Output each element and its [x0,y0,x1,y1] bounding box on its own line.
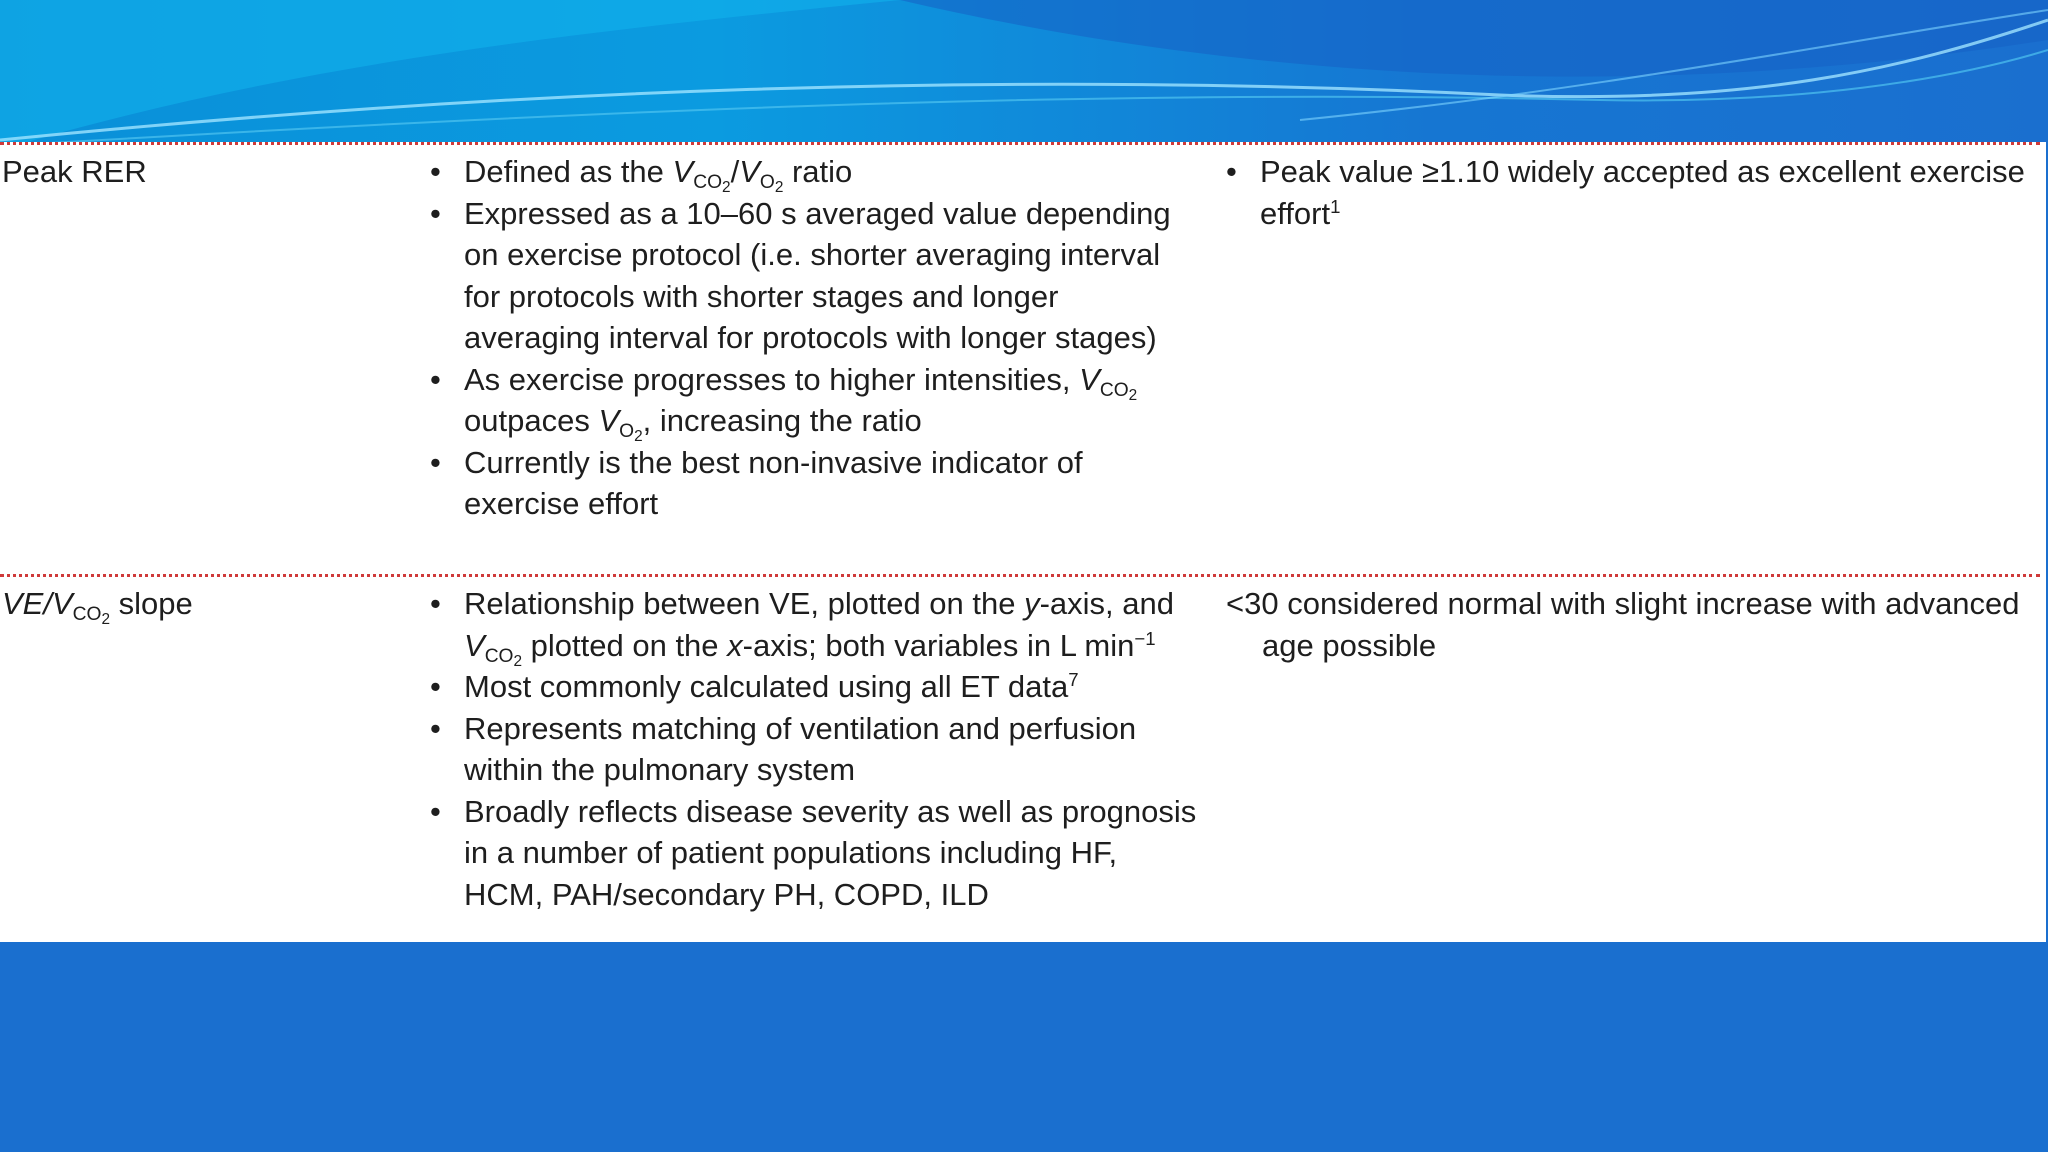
wave-graphic [0,0,2048,150]
parameter-ve-vco2-slope: $VE/V_{CO_2}$ slope [2,586,193,628]
reference-cell-ve-vco2 [1226,583,2048,666]
reference-text: <30 considered normal with slight increase with advanced age possible [1226,586,2020,663]
definition-item: • Defined as the $V_{CO_2}/V_{O_2}$ ratio [430,151,1200,193]
row-divider [0,142,2040,145]
definition-item: • Most commonly calculated using all ET data$^7$ [430,666,1200,708]
header-decoration [0,0,2048,150]
definition-item: • Expressed as a 10–60 s averaged value depending on exercise protocol (i.e. shorter averaging interval for protocols with shorter stages and longer averaging interval for protocols with longer stages) [430,193,1200,359]
parameter-peak-rer [2,151,147,193]
definition-item: • Represents matching of ventilation and perfusion within the pulmonary system [430,708,1200,791]
definition-item: • Currently is the best non-invasive indicator of exercise effort [430,442,1200,525]
definition-item: • Broadly reflects disease severity as well as prognosis in a number of patient populations including HF, HCM, PAH/secondary PH, COPD, ILD [430,791,1200,916]
reference-item: • Peak value ≥1.10 widely accepted as excellent exercise effort$^1$ [1226,151,2026,234]
definition-item: • As exercise progresses to higher intensities, $V_{CO_2}$ outpaces $V_{O_2}$, increasing the ratio [430,359,1200,442]
footer-band [0,942,2048,1152]
row-divider [0,574,2040,577]
reference-cell-peak-rer [1226,151,2026,234]
content-panel [0,142,2046,942]
definition-item: • Relationship between VE, plotted on the y-axis, and $V_{CO_2}$ plotted on the x-axis; both variables in L $\min^{-1}$ [430,583,1200,666]
definition-cell-peak-rer [430,151,1200,525]
definition-cell-ve-vco2 [430,583,1200,915]
parameter-label: Peak RER [2,154,147,189]
